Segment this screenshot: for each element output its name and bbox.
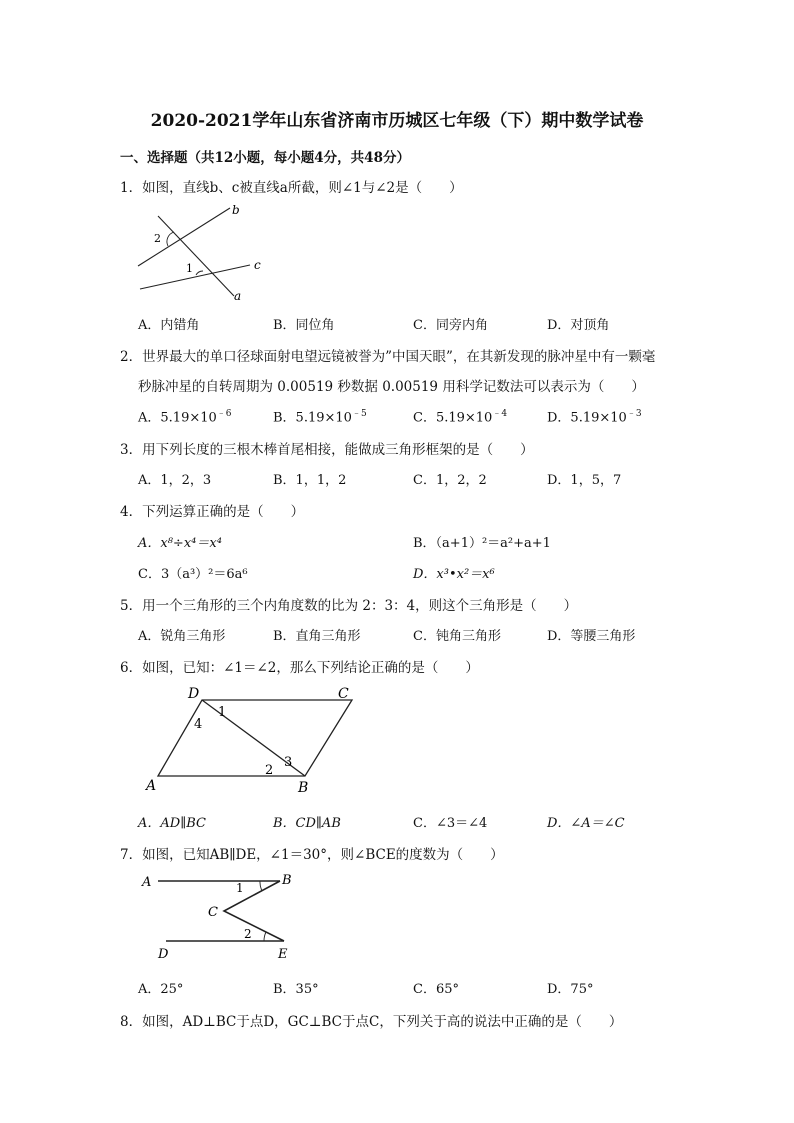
label-c: c xyxy=(254,258,261,272)
q4-option-c: C．3（a³）²＝6a⁶ xyxy=(138,567,248,582)
q5-option-a: A．锐角三角形 xyxy=(138,629,226,644)
label-angle-4: 4 xyxy=(194,717,203,732)
label-C: C xyxy=(338,686,349,702)
question-8-text: 8．如图，AD⊥BC于点D，GC⊥BC于点C，下列关于高的说法中正确的是（ ） xyxy=(120,1014,623,1030)
label-angle-1: 1 xyxy=(218,705,227,720)
q1-option-c: C．同旁内角 xyxy=(413,318,488,333)
label-C: C xyxy=(208,905,218,920)
question-6-figure xyxy=(140,684,370,796)
label-angle-2: 2 xyxy=(265,763,274,778)
label-angle-1: 1 xyxy=(186,262,193,275)
label-angle-3: 3 xyxy=(284,755,293,770)
question-2-line-1: 2．世界最大的单口径球面射电望远镜被誉为”中国天眼”，在其新发现的脉冲星中有一颗毫 xyxy=(120,349,656,365)
q4-option-b: B．（a+1）²＝a²+a+1 xyxy=(413,536,551,551)
label-A: A xyxy=(142,875,152,890)
q6-option-b: B．CD∥AB xyxy=(273,816,341,831)
q7-option-c: C．65° xyxy=(413,982,459,997)
label-D: D xyxy=(188,686,200,702)
question-2-line-2: 秒脉冲星的自转周期为 0.00519 秒数据 0.00519 用科学记数法可以表示为（ ） xyxy=(138,379,645,395)
question-3-text: 3．用下列长度的三根木棒首尾相接，能做成三角形框架的是（ ） xyxy=(120,442,534,458)
question-6-text: 6．如图，已知：∠1＝∠2，那么下列结论正确的是（ ） xyxy=(120,660,479,676)
label-angle-2: 2 xyxy=(154,232,161,245)
q4-option-d: D．x³•x²＝x⁶ xyxy=(413,567,495,582)
q7-option-d: D．75° xyxy=(547,982,594,997)
label-D: D xyxy=(158,947,169,962)
q2-option-d: D．$5.19\times 10^{﹣3}$ xyxy=(547,409,642,426)
question-7-figure xyxy=(138,870,308,966)
label-a: a xyxy=(234,289,242,303)
label-angle-2: 2 xyxy=(244,927,252,941)
q2-option-c: C．$5.19\times 10^{﹣4}$ xyxy=(413,409,508,426)
section-heading: 一、选择题（共12小题，每小题4分，共48分） xyxy=(120,150,410,166)
label-A: A xyxy=(146,778,157,794)
question-7-text: 7．如图，已知AB∥DE，∠1＝30°，则∠BCE的度数为（ ） xyxy=(120,847,504,863)
label-E: E xyxy=(278,947,288,962)
q1-option-b: B．同位角 xyxy=(273,318,335,333)
q6-option-d: D．∠A＝∠C xyxy=(547,816,625,831)
q3-option-c: C．1，2，2 xyxy=(413,473,487,488)
q5-option-b: B．直角三角形 xyxy=(273,629,361,644)
q5-option-d: D．等腰三角形 xyxy=(547,629,636,644)
q4-option-a: A．x⁸÷x⁴＝x⁴ xyxy=(138,536,222,551)
q5-option-c: C．钝角三角形 xyxy=(413,629,501,644)
label-B: B xyxy=(282,873,292,888)
label-angle-1: 1 xyxy=(236,881,244,895)
question-4-text: 4．下列运算正确的是（ ） xyxy=(120,504,305,520)
page-title: 2020-2021学年山东省济南市历城区七年级（下）期中数学试卷 xyxy=(150,111,644,131)
question-1-text: 1．如图，直线b、c被直线a所截，则∠1与∠2是（ ） xyxy=(120,180,463,196)
question-5-text: 5．用一个三角形的三个内角度数的比为 2：3：4，则这个三角形是（ ） xyxy=(120,598,578,614)
question-1-figure xyxy=(130,198,270,304)
q6-option-a: A．AD∥BC xyxy=(138,816,206,831)
q3-option-b: B．1，1，2 xyxy=(273,473,347,488)
label-B: B xyxy=(298,780,309,796)
q2-option-a: A．$5.19\times 10^{﹣6}$ xyxy=(138,409,232,426)
q3-option-d: D．1，5，7 xyxy=(547,473,622,488)
label-b: b xyxy=(232,203,240,217)
q3-option-a: A．1，2，3 xyxy=(138,473,212,488)
q7-option-b: B．35° xyxy=(273,982,319,997)
q6-option-c: C．∠3＝∠4 xyxy=(413,816,488,831)
q1-option-a: A．内错角 xyxy=(138,318,200,333)
q1-option-d: D．对顶角 xyxy=(547,318,610,333)
q2-option-b: B．$5.19\times 10^{﹣5}$ xyxy=(273,409,367,426)
q7-option-a: A．25° xyxy=(138,982,184,997)
